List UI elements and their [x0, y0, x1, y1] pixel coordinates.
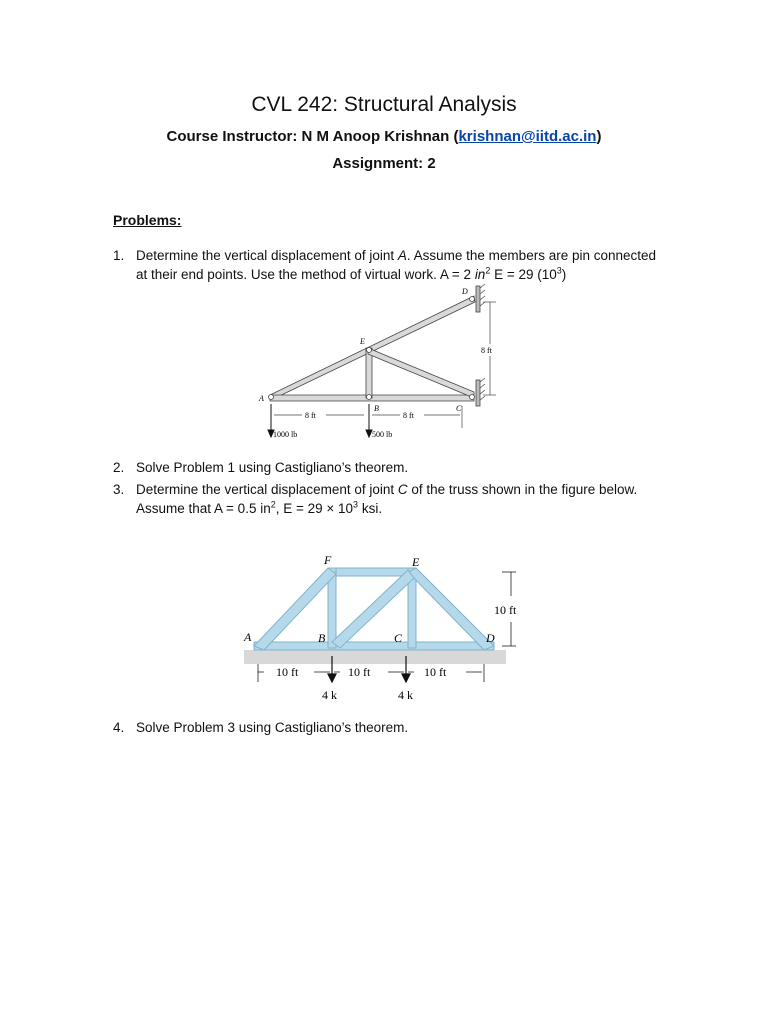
truss-members [270, 296, 475, 401]
fig1-load-a: 1000 lb [273, 430, 298, 439]
problem-3-joint: C [397, 482, 408, 497]
problem-1-line-1 [136, 248, 656, 263]
problem-3-text-e: ksi. [358, 501, 383, 516]
fig2-label-e: E [412, 555, 420, 569]
document-title: CVL 242: Structural Analysis [251, 93, 517, 116]
problem-1-text-d: E = 29 (10 [490, 267, 557, 282]
fig2-dim-bay-1: 10 ft [276, 665, 299, 679]
problem-3-number: 3. [113, 482, 125, 497]
problem-1-line-2 [136, 267, 566, 282]
fig1-label-c: C [456, 404, 462, 413]
fig2-label-f: F [324, 553, 332, 567]
problem-1-text-b: . Assume the members are pin connected [406, 248, 657, 263]
problem-1-number: 1. [113, 248, 125, 263]
fig1-label-e: E [360, 337, 365, 346]
problem-1-exponent: 2 [485, 265, 491, 276]
fig1-label-d: D [462, 287, 468, 296]
problem-1-text-a: Determine the vertical displacement of joint [136, 248, 398, 263]
fig2-load-c: 4 k [398, 688, 413, 702]
member-ec [368, 348, 474, 398]
fig2-ground [244, 650, 506, 664]
problem-3-text-a: Determine the vertical displacement of joint [136, 482, 398, 497]
problem-3-text-b: of the truss shown in the figure below. [407, 482, 638, 497]
problems-heading: Problems: [113, 212, 182, 228]
problem-1-text-c: at their end points. Use the method of virtual work. A = 2 [136, 267, 475, 282]
fig2-dim-bay-2: 10 ft [348, 665, 371, 679]
fig1-span-dimension [271, 406, 462, 428]
figure-2-truss-diagram [236, 552, 526, 710]
fig1-load-b: 500 lb [372, 430, 393, 439]
fig1-dim-span-right: 8 ft [403, 411, 414, 420]
problem-3-text-d: , E = 29 × 10 [275, 501, 354, 516]
instructor-suffix: ) [596, 128, 602, 145]
problem-4-number: 4. [113, 720, 125, 735]
fig2-load-b: 4 k [322, 688, 337, 702]
fig1-dim-span-left: 8 ft [305, 411, 316, 420]
problem-1-unit: in [474, 267, 486, 282]
instructor-line [0, 128, 768, 145]
instructor-prefix: Course Instructor: N M Anoop Krishnan ( [166, 128, 459, 145]
fig2-label-a: A [244, 630, 252, 644]
wall-support-c [476, 378, 485, 406]
fig2-label-d: D [486, 631, 495, 645]
problem-1-text-e: ) [561, 267, 567, 282]
assignment-number: Assignment: 2 [332, 155, 436, 172]
problem-2-number: 2. [113, 460, 125, 475]
wall-support-d [476, 284, 485, 312]
problem-3-line-1 [136, 482, 637, 497]
fig1-label-a: A [259, 394, 264, 403]
problem-3-exponent-2: 3 [353, 499, 359, 510]
fig2-label-c: C [394, 631, 403, 645]
fig2-label-b: B [318, 631, 326, 645]
fig2-dim-bay-3: 10 ft [424, 665, 447, 679]
problem-2-text: Solve Problem 1 using Castigliano’s theorem. [136, 460, 409, 475]
problem-1-exponent-2: 3 [556, 265, 562, 276]
fig2-members [254, 568, 494, 650]
fig1-label-b: B [374, 404, 379, 413]
instructor-email-link[interactable]: krishnan@iitd.ac.in [458, 128, 597, 145]
fig1-dim-height: 8 ft [481, 346, 492, 355]
problem-4-text: Solve Problem 3 using Castigliano’s theorem. [136, 720, 409, 735]
problem-3-line-2 [136, 501, 382, 516]
figure-1-truss-diagram [250, 282, 510, 442]
problem-1-joint: A [397, 248, 407, 263]
fig2-dim-height: 10 ft [494, 603, 517, 617]
problem-3-exponent: 2 [270, 499, 276, 510]
problem-3-text-c: Assume that A = 0.5 in [136, 501, 271, 516]
